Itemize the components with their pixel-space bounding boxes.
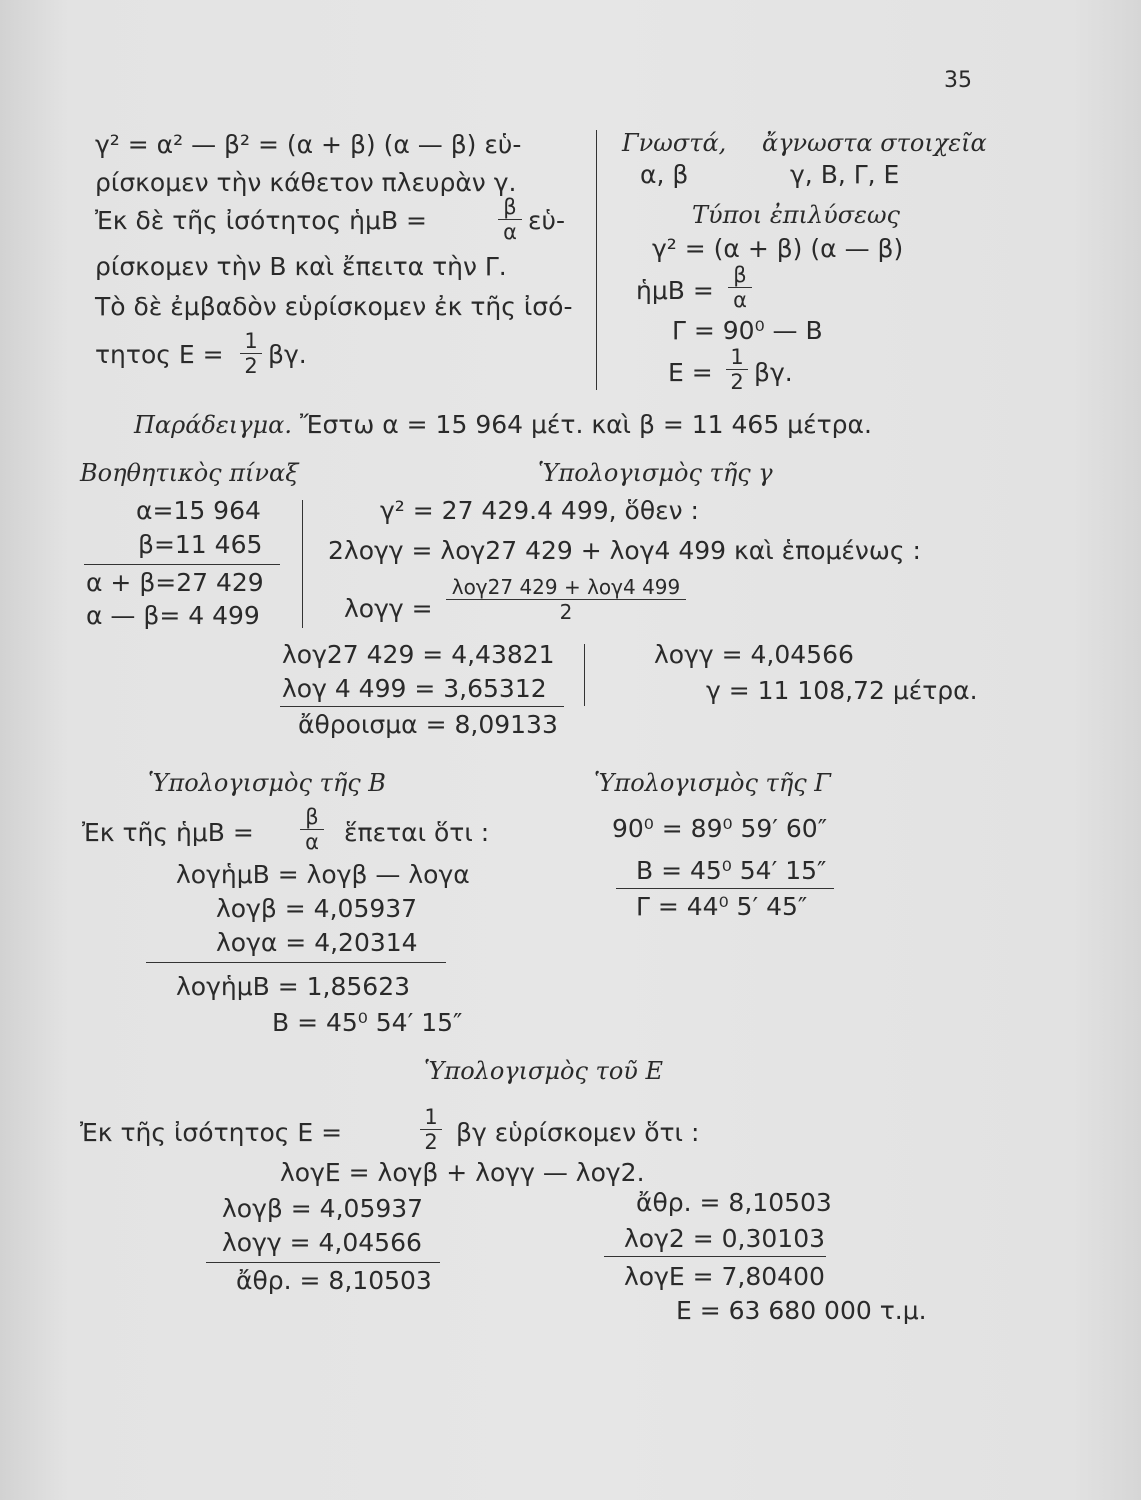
calc-E-line-2: λογΕ = λογβ + λογγ — λογ2. [280, 1158, 645, 1187]
calc-B-title: Ὑπολογισμὸς τῆς Β [148, 769, 386, 797]
fraction-numerator: β [305, 805, 319, 829]
calc-E-right-3: λογΕ = 7,80400 [624, 1262, 825, 1291]
fraction-beta-alpha-2 [728, 264, 752, 311]
calc-E-rule-left [206, 1262, 440, 1263]
calc-gamma-line-5: λογ 4 499 = 3,65312 [282, 674, 547, 703]
calc-B-rule [146, 962, 446, 963]
aux-table-divider [302, 500, 303, 628]
formula-area-rest: βγ. [754, 358, 793, 387]
calc-gamma-line-6: ἄθροισμα = 8,09133 [298, 710, 558, 739]
aux-row-beta: β=11 465 [138, 530, 263, 559]
calc-G-rule [616, 888, 834, 889]
calc-G-line-3: Γ = 44⁰ 5′ 45″ [636, 892, 808, 921]
known-values: α, β [640, 160, 689, 189]
fraction-numerator: 1 [424, 1105, 438, 1129]
aux-row-alpha: α=15 964 [136, 496, 261, 525]
calc-gamma-result-1: λογγ = 4,04566 [654, 640, 854, 669]
calc-G-title: Ὑπολογισμὸς τῆς Γ [594, 769, 831, 797]
fraction-numerator: 1 [244, 329, 258, 353]
example-text: Ἔστω α = 15 964 μέτ. καὶ β = 11 465 μέτρα. [300, 410, 872, 439]
fraction-denominator: 2 [244, 354, 258, 378]
fraction-denominator: α [503, 220, 517, 244]
theory-line-2: ρίσκομεν τὴν κάθετον πλευρὰν γ. [95, 168, 517, 197]
calc-B-line-3: λογβ = 4,05937 [216, 894, 418, 923]
calc-B-line-2: λογἡμΒ = λογβ — λογα [176, 860, 470, 889]
formulas-title: Τύποι ἐπιλύσεως [692, 201, 900, 229]
aux-table-title: Βοηθητικὸς πίναξ [80, 459, 299, 487]
calc-gamma-line-3a: λογγ = [344, 594, 433, 623]
fraction-denominator: 2 [424, 1130, 438, 1154]
fraction-denominator: α [305, 830, 319, 854]
formula-sinB-label: ἡμΒ = [636, 276, 714, 305]
calc-E-right-4: Ε = 63 680 000 τ.μ. [676, 1296, 927, 1325]
formula-area-label: Ε = [668, 358, 713, 387]
theory-line-6b: βγ. [268, 340, 307, 369]
aux-row-diff: α — β= 4 499 [86, 601, 260, 630]
theory-line-5: Τὸ δὲ ἐμβαδὸν εὑρίσκομεν ἐκ τῆς ἰσό- [95, 292, 573, 321]
theory-line-4: ρίσκομεν τὴν Β καὶ ἔπειτα τὴν Γ. [95, 252, 507, 281]
fraction-denominator: 2 [559, 600, 573, 624]
calc-gamma-rule [280, 706, 564, 707]
fraction-beta-alpha [498, 196, 522, 243]
theory-line-6a: τητος Ε = [95, 340, 224, 369]
calc-G-line-1: 90⁰ = 89⁰ 59′ 60″ [612, 814, 828, 843]
fraction-one-half-3 [420, 1106, 442, 1153]
calc-E-line-1a: Ἐκ τῆς ἰσότητος Ε = [80, 1118, 343, 1147]
formula-gamma: γ² = (α + β) (α — β) [652, 234, 904, 263]
calc-gamma-line-4: λογ27 429 = 4,43821 [282, 640, 555, 669]
calc-B-line-1b: ἕπεται ὅτι : [344, 818, 490, 847]
page-number: 35 [944, 68, 972, 93]
fraction-numerator: 1 [730, 345, 744, 369]
fraction-log-gamma [446, 576, 686, 623]
example-label: Παράδειγμα. [134, 411, 292, 439]
calc-gamma-line-1: γ² = 27 429.4 499, ὅθεν : [380, 496, 699, 525]
unknown-label: ἄγνωστα στοιχεῖα [762, 129, 987, 157]
calc-E-line-3: λογβ = 4,05937 [222, 1194, 424, 1223]
fraction-denominator: 2 [730, 370, 744, 394]
calc-E-title: Ὑπολογισμὸς τοῦ Ε [424, 1057, 664, 1085]
calc-B-line-5: λογἡμΒ = 1,85623 [176, 972, 411, 1001]
calc-E-line-4: λογγ = 4,04566 [222, 1228, 422, 1257]
formula-gamma-angle: Γ = 90⁰ — Β [672, 316, 823, 345]
calc-gamma-result-2: γ = 11 108,72 μέτρα. [706, 676, 978, 705]
aux-row-sum: α + β=27 429 [86, 568, 264, 597]
fraction-beta-alpha-3 [300, 806, 324, 853]
calc-G-line-2: Β = 45⁰ 54′ 15″ [636, 856, 827, 885]
calc-B-line-6: Β = 45⁰ 54′ 15″ [272, 1008, 463, 1037]
calc-E-line-1b: βγ εὑρίσκομεν ὅτι : [456, 1118, 700, 1147]
fraction-numerator: β [503, 195, 517, 219]
theory-line-3b: εὑ- [528, 206, 565, 235]
calc-E-rule-right [604, 1256, 826, 1257]
theory-line-1: γ² = α² — β² = (α + β) (α — β) εὑ- [95, 130, 522, 159]
fraction-one-half [240, 330, 262, 377]
fraction-one-half-2 [726, 346, 748, 393]
known-label: Γνωστά, [622, 129, 727, 157]
calc-E-right-2: λογ2 = 0,30103 [624, 1224, 826, 1253]
calc-E-line-5: ἄθρ. = 8,10503 [236, 1266, 432, 1295]
fraction-numerator: λογ27 429 + λογ4 499 [451, 575, 681, 599]
aux-table-rule [84, 564, 280, 565]
fraction-denominator: α [733, 288, 747, 312]
calc-B-line-1a: Ἐκ τῆς ἡμΒ = [82, 818, 254, 847]
theory-line-3a: Ἐκ δὲ τῆς ἰσότητος ἡμΒ = [95, 206, 427, 235]
calc-B-line-4: λογα = 4,20314 [216, 928, 418, 957]
calc-gamma-title: Ὑπολογισμὸς τῆς γ [538, 459, 773, 487]
calc-E-right-1: ἄθρ. = 8,10503 [636, 1188, 832, 1217]
column-divider [596, 130, 597, 390]
unknown-values: γ, Β, Γ, Ε [790, 160, 900, 189]
calc-gamma-divider [584, 644, 585, 706]
fraction-numerator: β [733, 263, 747, 287]
calc-gamma-line-2: 2λογγ = λογ27 429 + λογ4 499 καὶ ἑπομένως : [328, 536, 921, 565]
